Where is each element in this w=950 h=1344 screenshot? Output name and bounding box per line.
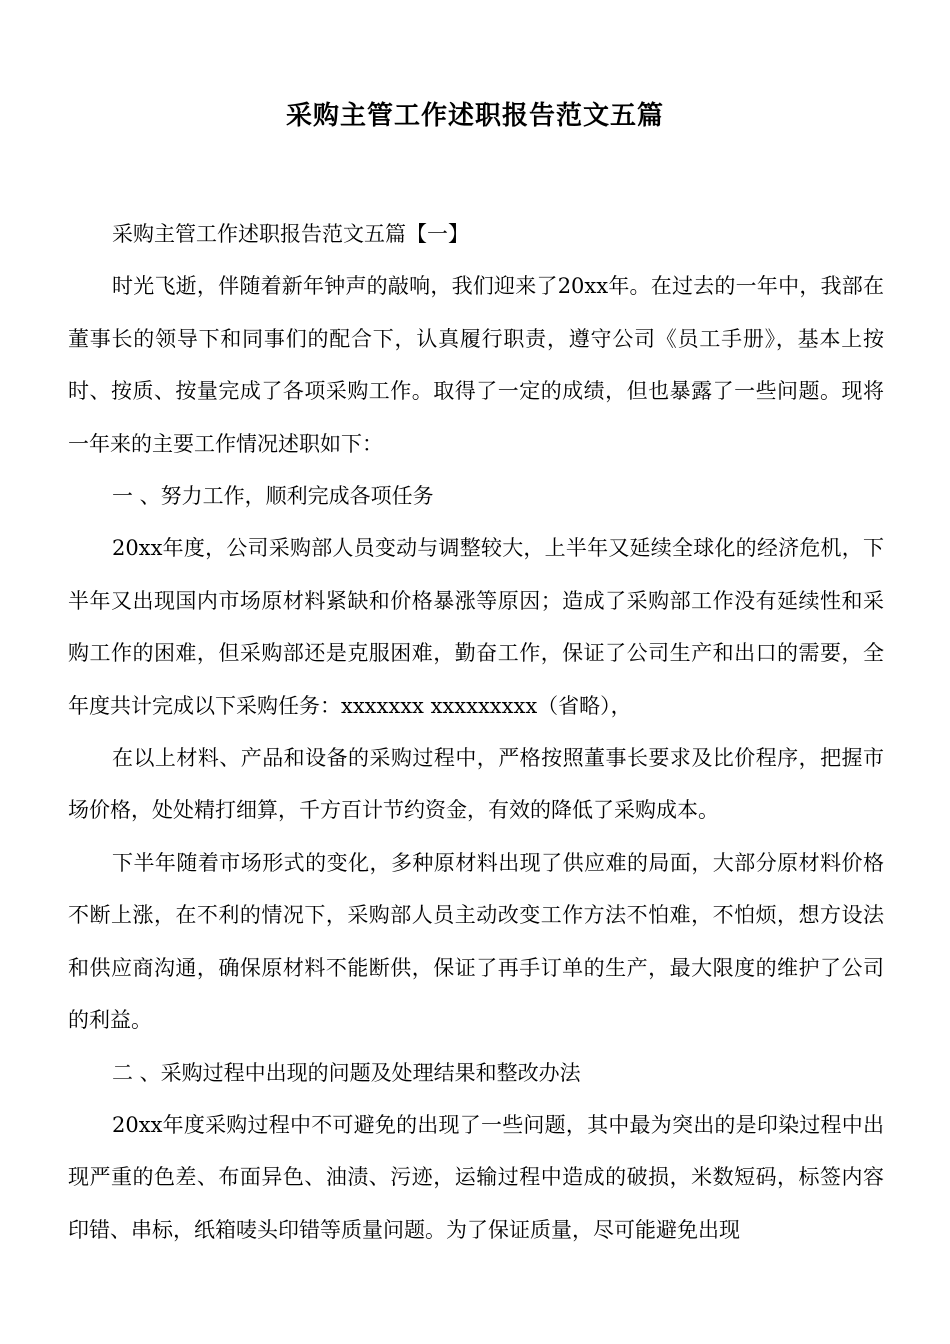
section-heading: 一 、努力工作，顺利完成各项任务 [112,484,434,509]
body-paragraph: 20xx年度，公司采购部人员变动与调整较大，上半年又延续全球化的经济危机，下半年又出现国内市场原材料紧缺和价格暴涨等原因；造成了采购部工作没有延续性和采购工作的困难，但采购部还是克服困难，勤奋工作，保证了公司生产和出口的需要，全年度共计完成以下采购任务：xxxxxxx xxxxxxxxx（省略）， [68,536,884,718]
body-paragraph: 在以上材料、产品和设备的采购过程中，严格按照董事长要求及比价程序，把握市场价格，处处精打细算，千方百计节约资金，有效的降低了采购成本。 [68,746,884,823]
body-paragraph: 20xx年度采购过程中不可避免的出现了一些问题，其中最为突出的是印染过程中出现严重的色差、布面异色、油渍、污迹，运输过程中造成的破损，米数短码，标签内容印错、串标，纸箱唛头印错等质量问题。为了保证质量，尽可能避免出现 [68,1112,884,1242]
body-paragraph: 时光飞逝，伴随着新年钟声的敲响，我们迎来了20xx年。在过去的一年中，我部在董事长的领导下和同事们的配合下，认真履行职责，遵守公司《员工手册》，基本上按时、按质、按量完成了各项采购工作。取得了一定的成绩，但也暴露了一些问题。现将一年来的主要工作情况述职如下： [68,274,884,456]
body-paragraph: 下半年随着市场形式的变化，多种原材料出现了供应难的局面，大部分原材料价格不断上涨，在不利的情况下，采购部人员主动改变工作方法不怕难，不怕烦，想方设法和供应商沟通，确保原材料不能断供，保证了再手订单的生产，最大限度的维护了公司的利益。 [68,850,884,1033]
document-body [68,208,884,1256]
document-title: 采购主管工作述职报告范文五篇 [285,101,664,131]
section-heading: 采购主管工作述职报告范文五篇【一】 [112,222,469,246]
section-heading: 二 、采购过程中出现的问题及处理结果和整改办法 [112,1060,581,1085]
